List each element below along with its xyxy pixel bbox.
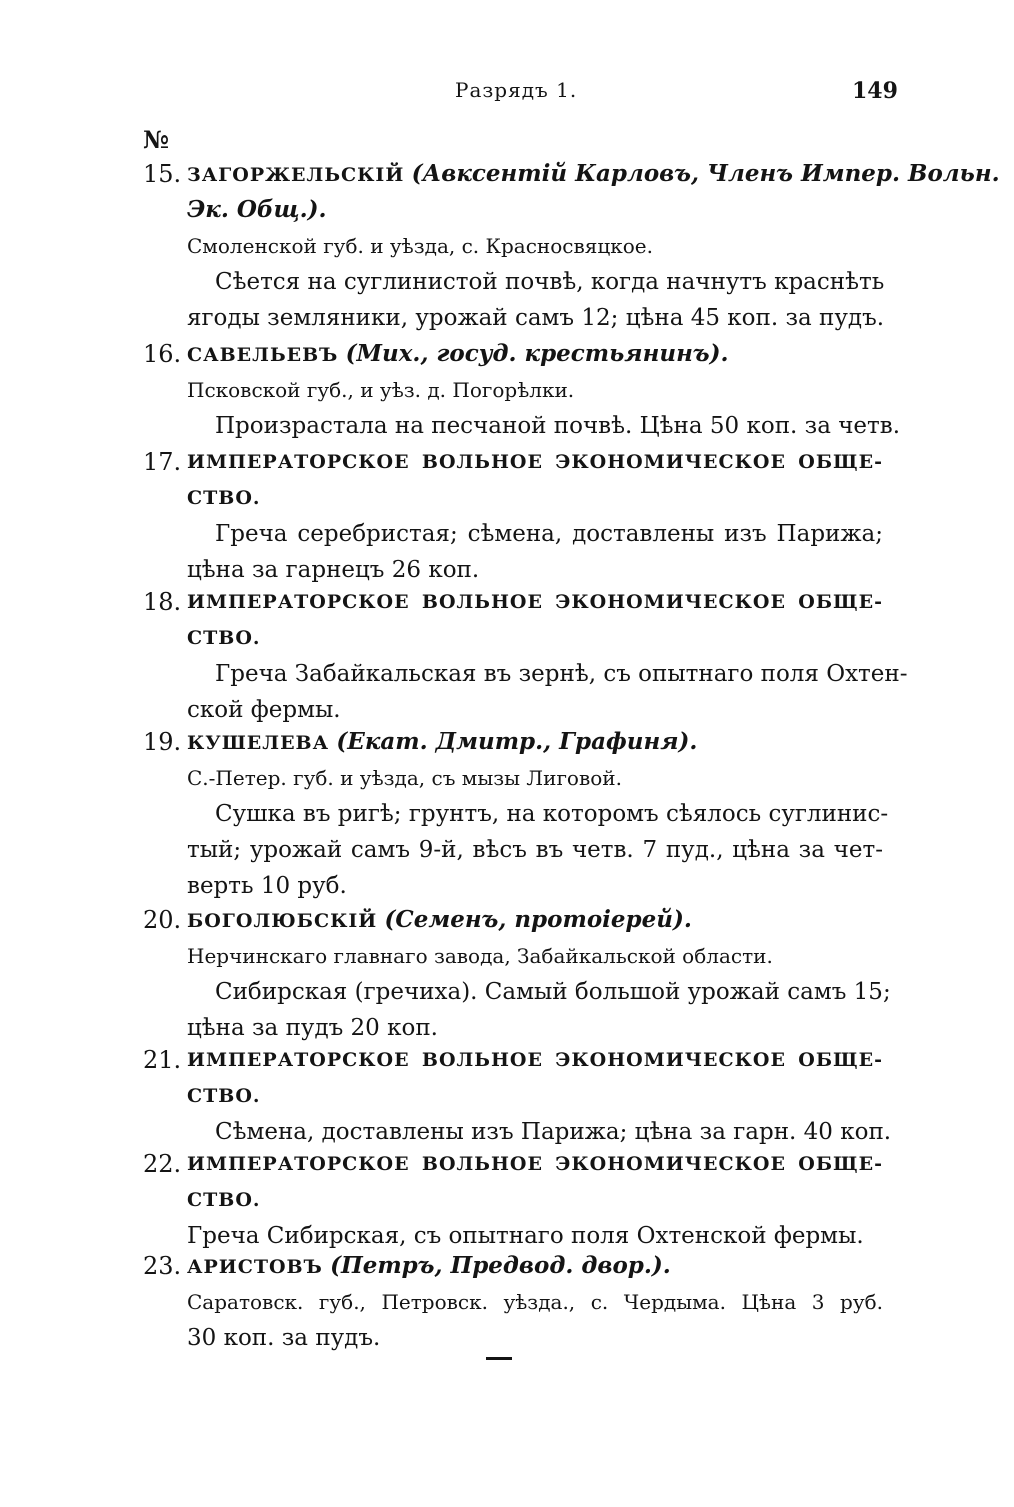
number-sign: № <box>143 125 170 154</box>
exhibitor-place: С.-Петер. губ. и уѣзда, съ мызы Лиговой. <box>187 766 622 790</box>
exhibitor-place: Псковской губ., и уѣз. д. Погорѣлки. <box>187 378 575 402</box>
exhibitor-name: ИМПЕРАТОРСКОЕ ВОЛЬНОЕ ЭКОНОМИЧЕСКОЕ ОБЩЕ- <box>187 451 883 473</box>
entry-heading <box>187 724 883 761</box>
entry-number: 22. <box>143 1150 182 1178</box>
exhibitor-name: САВЕЛЬЕВЪ <box>187 344 339 366</box>
entry-number: 16. <box>143 340 182 368</box>
entry-number: 15. <box>143 160 182 188</box>
entry-number: 23. <box>143 1252 182 1280</box>
entry-18 <box>143 584 908 728</box>
running-head: Разрядъ 1. <box>455 78 578 102</box>
entry-description-cont: цѣна за гарнецъ 26 коп. <box>187 557 480 583</box>
entry-description-cont: верть 10 руб. <box>187 873 347 899</box>
exhibitor-title: (Авксентій Карловъ, Членъ Импер. Вольн. <box>411 160 1000 187</box>
entry-description: Греча Сибирская, съ опытнаго поля Охтенской фермы. <box>187 1223 864 1249</box>
exhibitor-name: БОГОЛЮБСКІЙ <box>187 910 378 932</box>
entry-number: 17. <box>143 448 182 476</box>
entry-23 <box>143 1248 883 1356</box>
entry-heading <box>187 336 883 373</box>
exhibitor-place: Нерчинскаго главнаго завода, Забайкальской области. <box>187 944 773 968</box>
entry-22 <box>143 1146 883 1254</box>
entry-heading <box>187 1248 883 1285</box>
exhibitor-name: ИМПЕРАТОРСКОЕ ВОЛЬНОЕ ЭКОНОМИЧЕСКОЕ ОБЩЕ- <box>187 591 883 613</box>
entry-description: Произрастала на песчаной почвѣ. Цѣна 50 коп. за четв. <box>215 413 901 439</box>
entry-description-cont: тый; урожай самъ 9-й, вѣсъ въ четв. 7 пуд., цѣна за чет- <box>187 837 883 863</box>
entry-description: Сѣется на суглинистой почвѣ, когда начнутъ краснѣть <box>215 269 885 295</box>
exhibitor-name: КУШЕЛЕВА <box>187 732 330 754</box>
exhibitor-name-cont: СТВО. <box>187 1189 261 1211</box>
exhibitor-name-cont: СТВО. <box>187 487 261 509</box>
entry-heading <box>187 156 1000 193</box>
entry-15 <box>143 156 1000 336</box>
exhibitor-name: ЗАГОРЖЕЛЬСКІЙ <box>187 164 405 186</box>
page-number: 149 <box>852 78 898 104</box>
entry-description-cont: цѣна за пудъ 20 коп. <box>187 1015 438 1041</box>
exhibitor-name-cont: СТВО. <box>187 1085 261 1107</box>
exhibitor-name-cont: СТВО. <box>187 627 261 649</box>
exhibitor-name: ИМПЕРАТОРСКОЕ ВОЛЬНОЕ ЭКОНОМИЧЕСКОЕ ОБЩЕ- <box>187 1049 883 1071</box>
entry-16 <box>143 336 901 444</box>
exhibitor-title: (Семенъ, протоіерей). <box>384 906 692 933</box>
entry-17 <box>143 444 883 588</box>
exhibitor-name: ИМПЕРАТОРСКОЕ ВОЛЬНОЕ ЭКОНОМИЧЕСКОЕ ОБЩЕ- <box>187 1153 883 1175</box>
entry-description: Сушка въ ригѣ; грунтъ, на которомъ сѣялось суглинис- <box>215 801 889 827</box>
entry-description: Греча серебристая; сѣмена, доставлены изъ Парижа; <box>215 521 883 547</box>
entry-description: 30 коп. за пудъ. <box>187 1325 381 1351</box>
exhibitor-title: (Екат. Дмитр., Графиня). <box>336 728 698 755</box>
exhibitor-title: (Петръ, Предвод. двор.). <box>330 1252 671 1279</box>
entry-description-cont: ягоды земляники, урожай самъ 12; цѣна 45 коп. за пудъ. <box>187 305 885 331</box>
entry-19 <box>143 724 889 904</box>
entry-number: 18. <box>143 588 182 616</box>
exhibitor-title: (Мих., госуд. крестьянинъ). <box>345 340 729 367</box>
exhibitor-place: Смоленской губ. и уѣзда, с. Красносвяцкое. <box>187 234 653 258</box>
entry-description: Сѣмена, доставлены изъ Парижа; цѣна за гарн. 40 коп. <box>215 1119 892 1145</box>
entry-number: 19. <box>143 728 182 756</box>
entry-20 <box>143 902 891 1046</box>
entry-description: Сибирская (гречиха). Самый большой урожай самъ 15; <box>215 979 891 1005</box>
exhibitor-title-cont: Эк. Общ.). <box>187 196 327 223</box>
entry-description-cont: ской фермы. <box>187 697 341 723</box>
entry-number: 21. <box>143 1046 182 1074</box>
exhibitor-name: АРИСТОВЪ <box>187 1256 323 1278</box>
exhibitor-place: Саратовск. губ., Петровск. уѣзда., с. Чердыма. Цѣна 3 руб. <box>187 1290 883 1314</box>
entry-21 <box>143 1042 892 1150</box>
entry-description: Греча Забайкальская въ зернѣ, съ опытнаго поля Охтен- <box>215 661 908 687</box>
entry-number: 20. <box>143 906 182 934</box>
entry-heading <box>187 902 883 939</box>
